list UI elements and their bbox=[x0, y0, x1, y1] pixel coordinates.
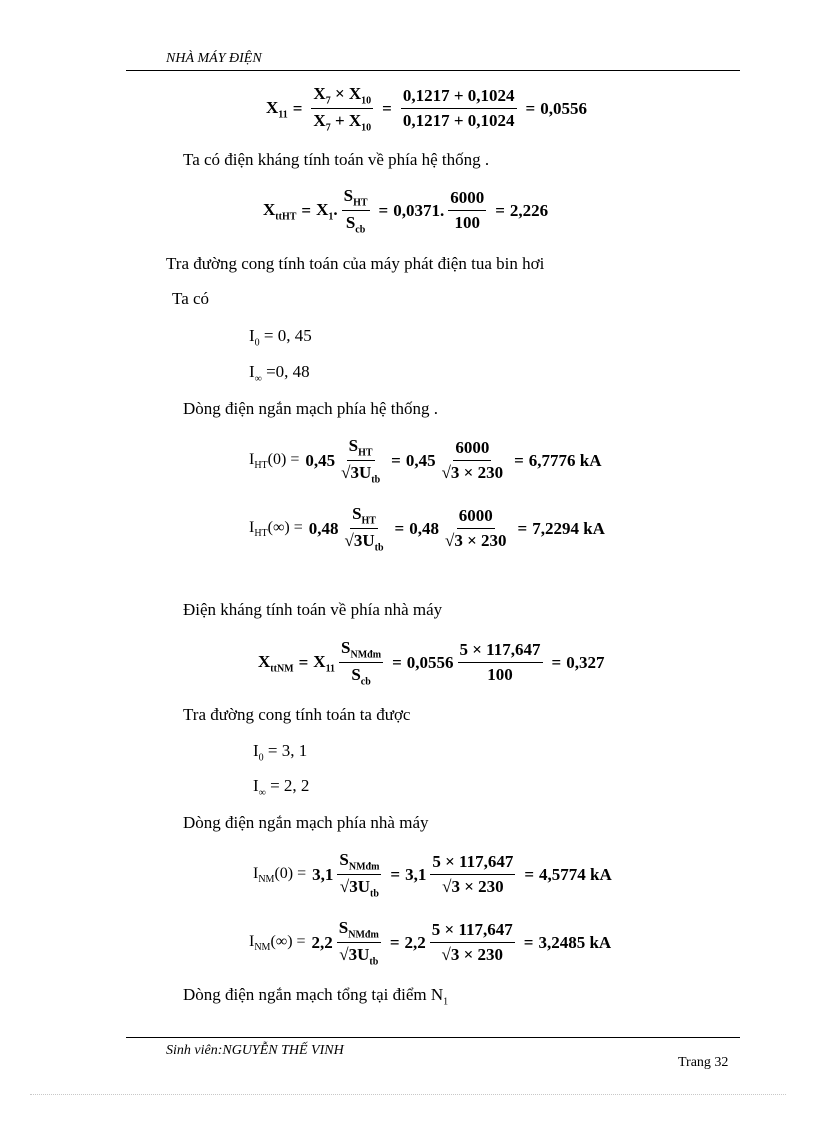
equation-inm-inf: $I_{NM}(\infty)$ = 2,2 $\frac{S_{NMđm}}{√3U_{tb}}$ = 2,2 $\frac{5 \times 117,647}{√3 \times 230}$ = 3,2485 kA bbox=[249, 918, 612, 968]
page-bottom-divider bbox=[30, 1094, 786, 1095]
header-rule bbox=[126, 70, 740, 71]
footer-student-name: Sinh viên:NGUYỄN THẾ VINH bbox=[166, 1043, 344, 1058]
page-header-title: NHÀ MÁY ĐIỆN bbox=[166, 51, 262, 66]
equation-xttht: $X_{ttHT}$ = $X_1$. $\frac{S_{HT}}{S_{cb}}$ = 0,0371. $\frac{6000}{100}$ = 2,226 bbox=[263, 186, 549, 236]
equation-x11: $X_{11}$ = $\frac{X_7 \times X_{10}}{X_7 + X_{10}}$ = $\frac{0,1217 + 0,1024}{0,1217 + 0,1024}$ = 0,0556 bbox=[266, 84, 587, 134]
text-paragraph-1: Ta có điện kháng tính toán về phía hệ thống . bbox=[183, 150, 490, 169]
text-paragraph-7: Dòng điện ngắn mạch phía nhà máy bbox=[183, 813, 429, 832]
text-paragraph-3: Ta có bbox=[172, 289, 210, 308]
value-iinf-system: $I_\infty =0$, 48 bbox=[249, 362, 310, 385]
value-i0-plant: $I_0 = 3$, 1 bbox=[253, 741, 308, 764]
equation-iht-0: $I_{HT}(0)$ = 0,45 $\frac{S_{HT}}{√3U_{tb}}$ = 0,45 $\frac{6000}{√3 \times 230}$ = 6,7776 kA bbox=[249, 436, 602, 486]
footer-rule bbox=[126, 1037, 740, 1038]
text-paragraph-2: Tra đường cong tính toán của máy phát điện tua bin hơi bbox=[166, 254, 545, 273]
text-paragraph-8: Dòng điện ngắn mạch tổng tại điểm $N_1$ bbox=[183, 985, 449, 1008]
footer-page-number: Trang 32 bbox=[678, 1055, 729, 1070]
text-paragraph-6: Tra đường cong tính toán ta được bbox=[183, 705, 411, 724]
value-iinf-plant: $I_\infty = 2$, 2 bbox=[253, 776, 310, 799]
value-i0-system: $I_0 = 0$, 45 bbox=[249, 326, 312, 349]
equation-inm-0: $I_{NM}(0)$ = 3,1 $\frac{S_{NMđm}}{√3U_{tb}}$ = 3,1 $\frac{5 \times 117,647}{√3 \times 230}$ = 4,5774 kA bbox=[253, 850, 612, 900]
text-paragraph-5: Điện kháng tính toán về phía nhà máy bbox=[183, 600, 443, 619]
equation-iht-inf: $I_{HT}(\infty)$ = 0,48 $\frac{S_{HT}}{√3U_{tb}}$ = 0,48 $\frac{6000}{√3 \times 230}$ = 7,2294 kA bbox=[249, 504, 605, 554]
text-paragraph-4: Dòng điện ngắn mạch phía hệ thống . bbox=[183, 399, 438, 418]
equation-xttnm: $X_{ttNM}$ = $X_{11}$ $\frac{S_{NMđm}}{S_{cb}}$ = 0,0556 $\frac{5 \times 117,647}{100}$ = 0,327 bbox=[258, 638, 605, 688]
